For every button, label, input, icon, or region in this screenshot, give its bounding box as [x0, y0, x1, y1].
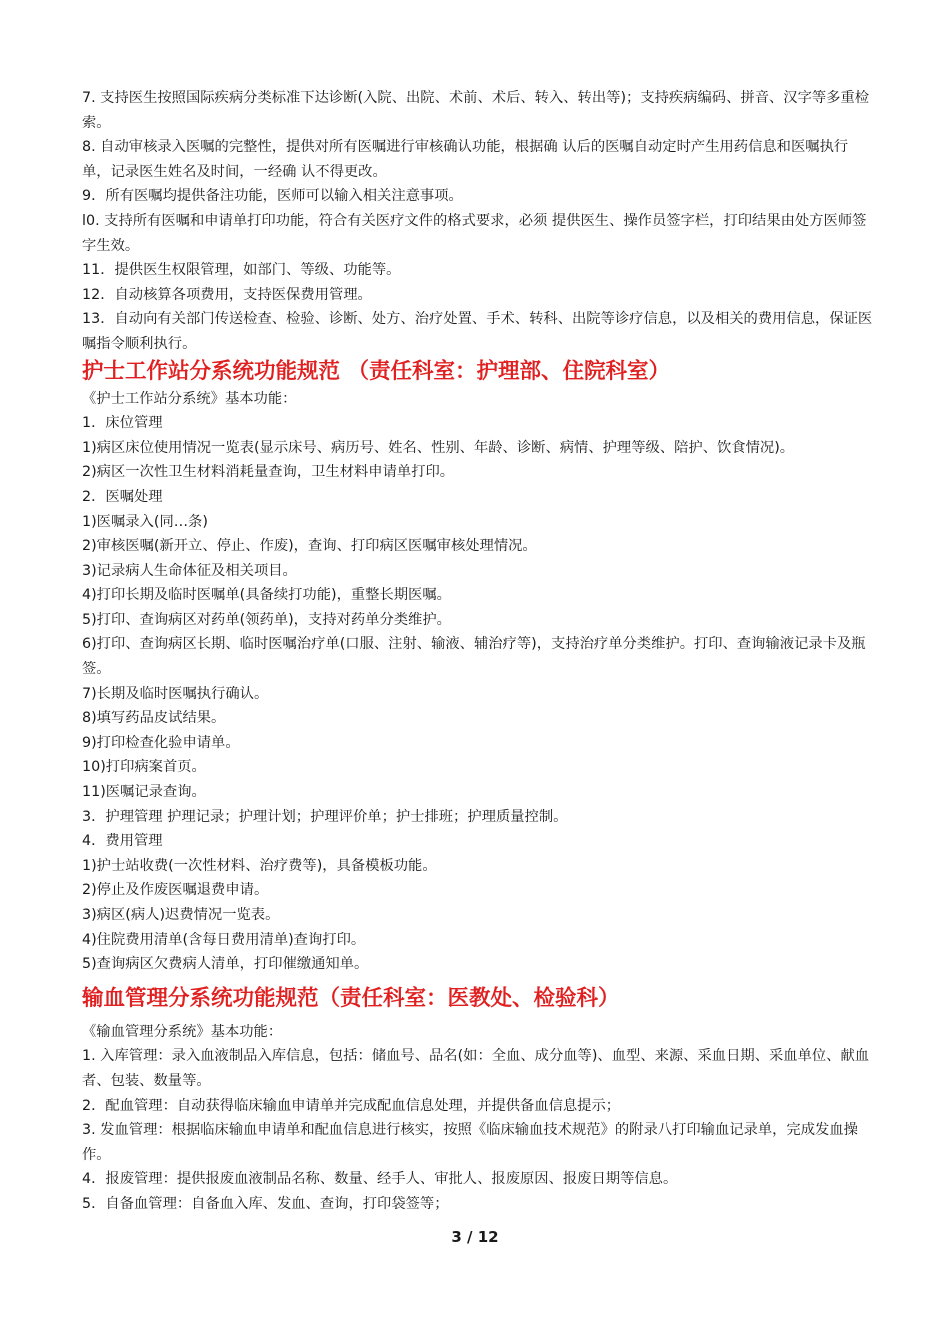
list-item: 3．护理管理 护理记录；护理计划；护理评价单；护士排班；护理质量控制。: [82, 808, 568, 825]
list-item: 4．费用管理: [82, 833, 163, 850]
list-item: 5)打印、查询病区对药单(领药单)，支持对药单分类维护。: [82, 611, 451, 628]
list-item: 3. 发血管理：根据临床输血申请单和配血信息进行核实，按照《临床输血技术规范》的附录八打印输血记录单，完成发血操作。: [82, 1122, 858, 1163]
list-item: 4)打印长期及临时医嘱单(具备续打功能)，重整长期医嘱。: [82, 587, 451, 604]
list-item: 7)长期及临时医嘱执行确认。: [82, 685, 269, 702]
list-item: 5．自备血管理：自备血入库、发血、查询，打印袋签等；: [82, 1195, 449, 1212]
paragraph: 11．提供医生权限管理，如部门、等级、功能等。: [82, 262, 401, 279]
paragraph: 8. 自动审核录入医嘱的完整性，提供对所有医嘱进行审核确认功能，根据确 认后的医嘱自动定时产生用药信息和医嘱执行单，记录医生姓名及时间，一经确 认不得更改。: [82, 139, 849, 180]
list-item: 4．报废管理：提供报废血液制品名称、数量、经手人、审批人、报废原因、报废日期等信息。: [82, 1171, 678, 1188]
list-item: 2)审核医嘱(新开立、停止、作废)，查询、打印病区医嘱审核处理情况。: [82, 538, 537, 555]
section-heading-blood-transfusion: 输血管理分系统功能规范（责任科室：医教处、检验科）: [82, 985, 620, 1011]
list-item: 1)医嘱录入(同…条): [82, 513, 208, 530]
list-item: 3)病区(病人)迟费情况一览表。: [82, 907, 280, 923]
list-item: 11)医嘱记录查询。: [82, 784, 206, 801]
paragraph: 7. 支持医生按照国际疾病分类标准下达诊断(入院、出院、术前、术后、转入、转出等)；支持疾病编码、拼音、汉字等多重检索。: [82, 90, 870, 131]
list-item: 10)打印病案首页。: [82, 759, 206, 776]
paragraph: 《输血管理分系统》基本功能：: [82, 1023, 283, 1040]
paragraph: 《护士工作站分系统》基本功能：: [82, 390, 297, 407]
list-item: 1)护士站收费(一次性材料、治疗费等)，具备模板功能。: [82, 857, 437, 874]
list-item: 4)住院费用清单(含每日费用清单)查询打印。: [82, 931, 366, 948]
page-footer: [0, 1228, 950, 1246]
document-body: [82, 86, 874, 1217]
list-item: 2)病区一次性卫生材料消耗量查询，卫生材料申请单打印。: [82, 464, 455, 481]
paragraph: l0. 支持所有医嘱和申请单打印功能，符合有关医疗文件的格式要求，必须 提供医生、操作员签字栏，打印结果由处方医师签字生效。: [82, 212, 867, 254]
list-item: 2．医嘱处理: [82, 488, 163, 505]
paragraph: 12．自动核算各项费用，支持医保费用管理。: [82, 286, 372, 303]
list-item: 6)打印、查询病区长期、临时医嘱治疗单(口服、注射、输液、辅治疗等)，支持治疗单分类维护。打印、查询输液记录卡及瓶签。: [82, 636, 866, 678]
paragraph: 13．自动向有关部门传送检查、检验、诊断、处方、治疗处置、手术、转科、出院等诊疗信息，以及相关的费用信息，保证医嘱指令顺利执行。: [82, 311, 873, 352]
list-item: 1)病区床位使用情况一览表(显示床号、病历号、姓名、性别、年龄、诊断、病情、护理等级、陪护、饮食情况)。: [82, 439, 795, 456]
section-heading-nurse-station: 护士工作站分系统功能规范 （责任科室：护理部、住院科室）: [82, 358, 670, 384]
list-item: 8)填写药品皮试结果。: [82, 710, 226, 727]
list-item: 1．床位管理: [82, 415, 163, 432]
list-item: 2．配血管理：自动获得临床输血申请单并完成配血信息处理，并提供备血信息提示；: [82, 1097, 621, 1114]
paragraph: 9．所有医嘱均提供备注功能，医师可以输入相关注意事项。: [82, 188, 463, 205]
list-item: 1. 入库管理：录入血液制品入库信息，包括：储血号、品名(如：全血、成分血等)、血型、来源、采血日期、采血单位、献血者、包装、数量等。: [82, 1048, 870, 1089]
list-item: 5)查询病区欠费病人清单，打印催缴通知单。: [82, 956, 369, 973]
list-item: 9)打印检查化验申请单。: [82, 734, 240, 751]
list-item: 3)记录病人生命体征及相关项目。: [82, 562, 297, 579]
list-item: 2)停止及作废医嘱退费申请。: [82, 882, 269, 899]
page-number: 3 / 12: [451, 1228, 499, 1246]
